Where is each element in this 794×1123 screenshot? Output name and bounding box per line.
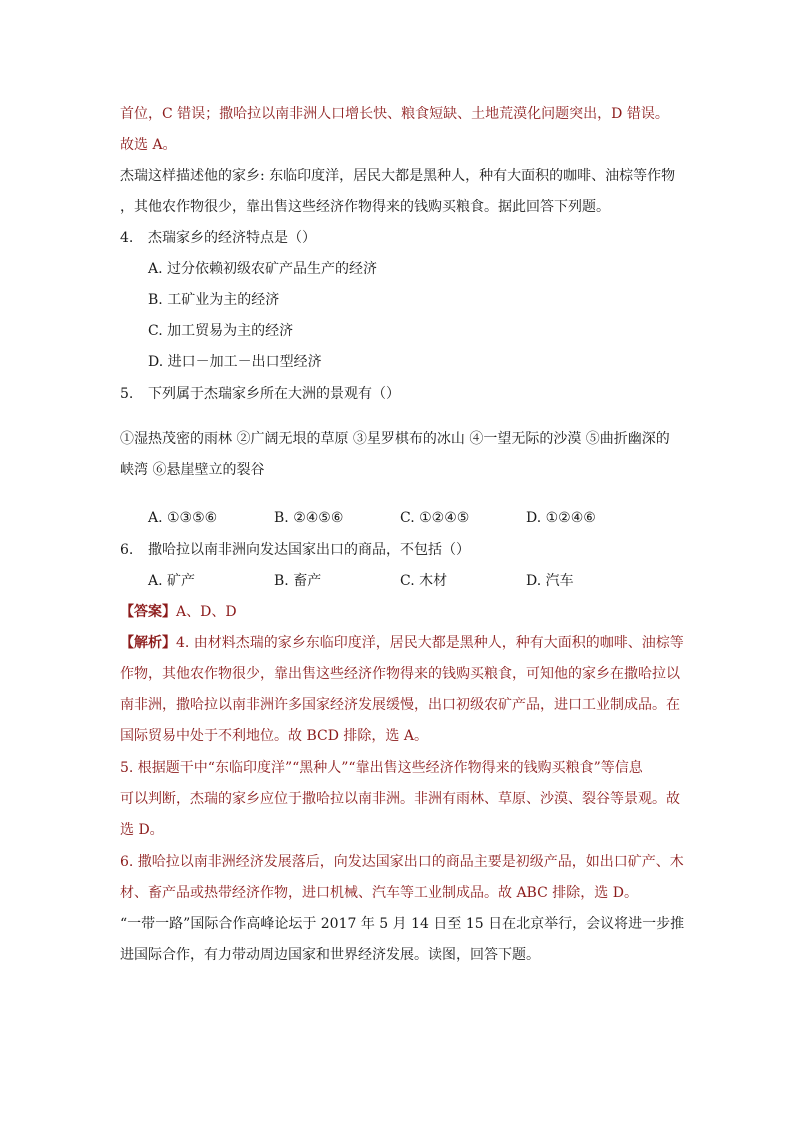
analysis-p4-line4: 国际贸易中处于不利地位。故 BCD 排除，选 A。 xyxy=(120,728,428,744)
answer-line xyxy=(120,602,237,622)
analysis-tag: 【解析】 xyxy=(120,635,176,651)
next-passage-line1: “一带一路”国际合作高峰论坛于 2017 年 5 月 14 日至 15 日在北京举行，会议将进一步推 xyxy=(120,916,685,932)
q6-option-b: B. 畜产 xyxy=(274,573,322,589)
answer-tag: 【答案】 xyxy=(120,604,176,620)
q5-option-b: B. ②④⑤⑥ xyxy=(274,510,344,526)
analysis-p5-line1: 5. 根据题干中“东临印度洋”“黑种人”“靠出售这些经济作物得来的钱购买粮食”等信息 xyxy=(120,760,643,776)
analysis-p6-line2: 材、畜产品或热带经济作物，进口机械、汽车等工业制成品。故 ABC 排除，选 D。 xyxy=(120,885,638,901)
q6-option-d: D. 汽车 xyxy=(526,573,574,589)
answer-text: A、D、D xyxy=(176,604,237,620)
q4-option-d: D. 进口－加工－出口型经济 xyxy=(148,354,322,370)
analysis-p5-line2: 可以判断，杰瑞的家乡应位于撒哈拉以南非洲。非洲有雨林、草原、沙漠、裂谷等景观。故 xyxy=(120,791,680,807)
analysis-p4-text1: 4. 由材料杰瑞的家乡东临印度洋，居民大都是黑种人，种有大面积的咖啡、油棕等 xyxy=(176,635,684,651)
q5-option-a: A. ①③⑤⑥ xyxy=(148,510,218,526)
q4-number: 4. xyxy=(120,230,134,246)
analysis-p4-line1 xyxy=(120,633,684,653)
q6-option-c: C. 木材 xyxy=(400,573,448,589)
q4-option-c: C. 加工贸易为主的经济 xyxy=(148,323,294,339)
q5-material-line1: ①湿热茂密的雨林 ②广阔无垠的草原 ③星罗棋布的冰山 ④一望无际的沙漠 ⑤曲折幽深的 xyxy=(120,431,670,447)
q6-number: 6. xyxy=(120,542,134,558)
intro-tail-line1: 首位，C 错误；撒哈拉以南非洲人口增长快、粮食短缺、土地荒漠化问题突出，D 错误。 xyxy=(120,106,669,122)
q5-material-line2: 峡湾 ⑥悬崖壁立的裂谷 xyxy=(120,462,265,478)
analysis-p4-line2: 作物，其他农作物很少，靠出售这些经济作物得来的钱购买粮食，可知他的家乡在撒哈拉以 xyxy=(120,666,680,682)
q4-option-a: A. 过分依赖初级农矿产品生产的经济 xyxy=(148,261,378,277)
passage-line2: ，其他农作物很少，靠出售这些经济作物得来的钱购买粮食。据此回答下列题。 xyxy=(120,199,610,215)
passage-line1: 杰瑞这样描述他的家乡: 东临印度洋，居民大都是黑种人，种有大面积的咖啡、油棕等作物 xyxy=(120,168,676,184)
q6-option-a: A. 矿产 xyxy=(148,573,196,589)
q6-stem: 撒哈拉以南非洲向发达国家出口的商品，不包括（） xyxy=(148,542,470,558)
q5-stem: 下列属于杰瑞家乡所在大洲的景观有（） xyxy=(148,386,400,402)
intro-tail-line2: 故选 A。 xyxy=(120,137,177,153)
q4-stem: 杰瑞家乡的经济特点是（） xyxy=(148,230,316,246)
q5-number: 5. xyxy=(120,386,134,402)
analysis-p4-line3: 南非洲，撒哈拉以南非洲许多国家经济发展缓慢，出口初级农矿产品，进口工业制成品。在 xyxy=(120,697,680,713)
q4-option-b: B. 工矿业为主的经济 xyxy=(148,292,280,308)
q5-option-d: D. ①②④⑥ xyxy=(526,510,596,526)
next-passage-line2: 进国际合作，有力带动周边国家和世界经济发展。读图，回答下题。 xyxy=(120,947,540,963)
q5-option-c: C. ①②④⑤ xyxy=(400,510,470,526)
analysis-p6-line1: 6. 撒哈拉以南非洲经济发展落后，向发达国家出口的商品主要是初级产品，如出口矿产、木 xyxy=(120,854,684,870)
analysis-p5-line3: 选 D。 xyxy=(120,822,164,838)
